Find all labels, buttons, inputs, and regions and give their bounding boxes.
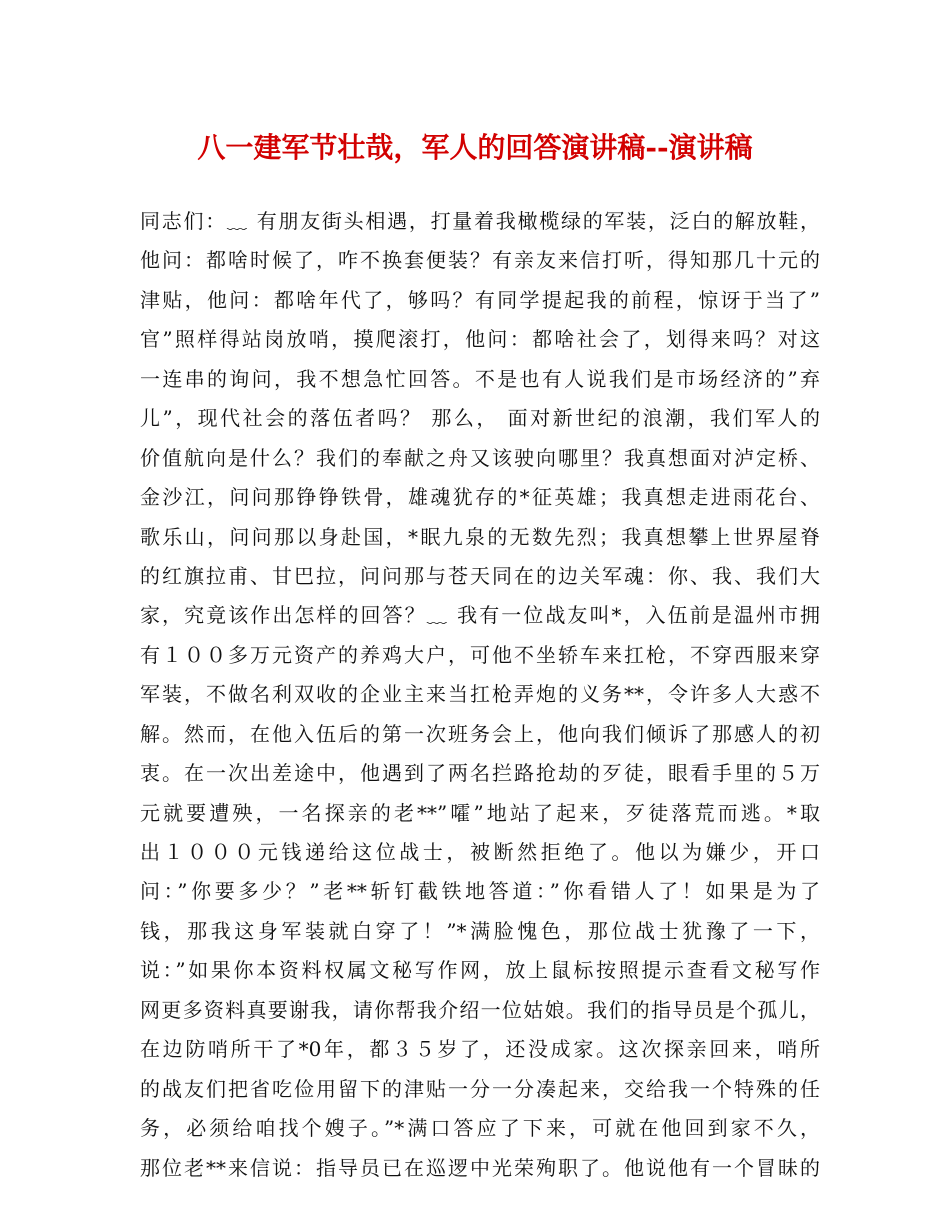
text-line: 钱，那我这身军装就白穿了！”*满脸愧色，那位战士犹豫了一下， [140, 918, 820, 943]
text-line: 金沙江，问问那铮铮铁骨，雄魂犹存的*征英雄；我真想走进雨花台、 [140, 485, 820, 510]
text-line: 儿”，现代社会的落伍者吗？ 那么， 面对新世纪的浪潮，我们军人的 [140, 406, 820, 431]
text-line: 军装，不做名利双收的企业主来当扛枪弄炮的义务**，令许多人大惑不 [140, 682, 820, 707]
text-line: 他问：都啥时候了，咋不换套便装？有亲友来信打听，得知那几十元的 [140, 248, 820, 273]
text-line: 元就要遭殃，一名探亲的老**”嚯”地站了起来，歹徒落荒而逃。*取 [140, 800, 820, 825]
text-line: 津贴，他问：都啥年代了，够吗？有同学提起我的前程，惊讶于当了” [140, 287, 820, 312]
document-title: 八一建军节壮哉，军人的回答演讲稿--演讲稿 [197, 131, 753, 164]
text-line: 说：”如果你本资料权属文秘写作网，放上鼠标按照提示查看文秘写作 [140, 958, 820, 983]
text-line: 的红旗拉甫、甘巴拉，问问那与苍天同在的边关军魂：你、我、我们大 [140, 563, 820, 588]
text-line: 在边防哨所干了*0年，都３５岁了，还没成家。这次探亲回来，哨所 [140, 1037, 820, 1062]
text-line: 出１０００元钱递给这位战士，被断然拒绝了。他以为嫌少，开口 [140, 840, 820, 864]
body-text [140, 202, 820, 1188]
text-line: 歌乐山，问问那以身赴国，*眠九泉的无数先烈；我真想攀上世界屋脊 [140, 524, 820, 549]
text-line: 家，究竟该作出怎样的回答？﹏ 我有一位战友叫*，入伍前是温州市拥 [140, 603, 820, 628]
text-line: 的战友们把省吃俭用留下的津贴一分一分凑起来，交给我一个特殊的任 [140, 1076, 820, 1101]
text-line: 同志们：﹏ 有朋友街头相遇，打量着我橄榄绿的军装，泛白的解放鞋， [140, 209, 820, 233]
text-line: 问：”你要多少？”老**斩钉截铁地答道：”你看错人了！如果是为了 [140, 879, 820, 904]
text-line: 价值航向是什么？我们的奉献之舟又该驶向哪里？我真想面对泸定桥、 [140, 445, 820, 470]
text-line: 解。然而，在他入伍后的第一次班务会上，他向我们倾诉了那感人的初 [140, 721, 820, 746]
text-line: 衷。在一次出差途中，他遇到了两名拦路抢劫的歹徒，眼看手里的５万 [140, 761, 820, 786]
text-line: 网更多资料真要谢我，请你帮我介绍一位姑娘。我们的指导员是个孤儿， [140, 997, 820, 1022]
text-line: 一连串的询问，我不想急忙回答。不是也有人说我们是市场经济的”弃 [140, 366, 820, 391]
text-line: 务，必须给咱找个嫂子。”*满口答应了下来，可就在他回到家不久， [140, 1116, 820, 1141]
text-line: 有１００多万元资产的养鸡大户，可他不坐轿车来扛枪，不穿西服来穿 [140, 642, 820, 667]
text-line: 官”照样得站岗放哨，摸爬滚打，他问：都啥社会了，划得来吗？对这 [140, 327, 820, 352]
text-line: 那位老**来信说：指导员已在巡逻中光荣殉职了。他说他有一个冒昧的 [140, 1155, 820, 1180]
